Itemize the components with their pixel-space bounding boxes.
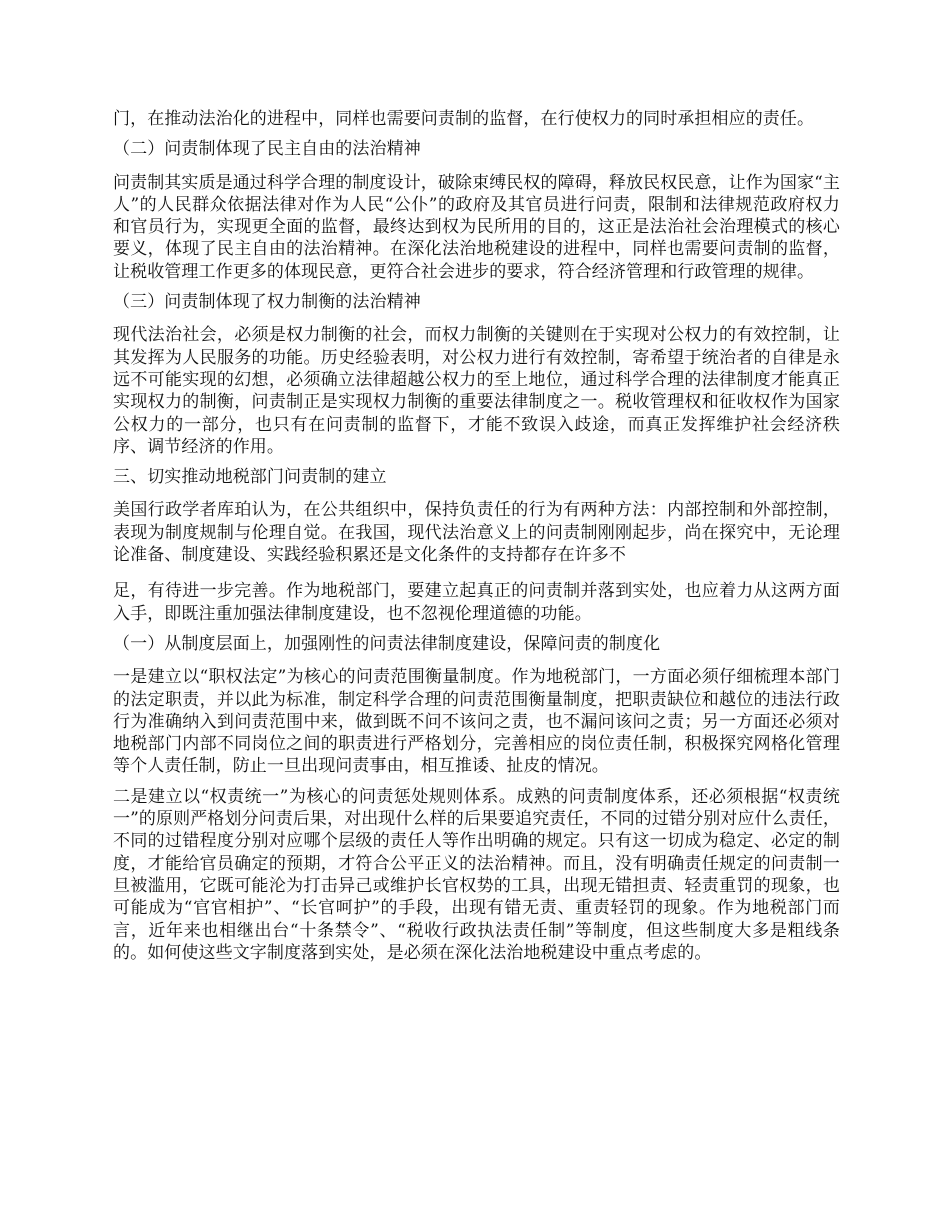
section-heading-establish-accountability: 三、切实推动地税部门问责制的建立 <box>113 467 387 488</box>
paragraph-democracy: 问责制其实质是通过科学合理的制度设计，破除束缚民权的障碍，释放民权民意，让作为国家“主人”的人民群众依据法律对作为人民“公仆”的政府及其官员进行问责，限制和法律规范政府权力和官员行为，实现更全面的监督，最终达到权为民所用的目的，这正是法治社会治理模式的核心要义，体现了民主自由的法治精神。在深化法治地税建设的进程中，同样也需要问责制的监督，让税收管理工作更多的体现民意，更符合社会进步的要求，符合经济管理和行政管理的规律。 <box>113 172 840 282</box>
section-heading-checks-balances: （三）问责制体现了权力制衡的法治精神 <box>113 292 421 313</box>
paragraph-cooper: 美国行政学者库珀认为，在公共组织中，保持负责任的行为有两种方法：内部控制和外部控制，表现为制度规制与伦理自觉。在我国，现代法治意义上的问责制刚刚起步，尚在探究中，无论理论准备、制度建设、实践经验积累还是文化条件的支持都存在许多不 <box>113 500 840 566</box>
document-page <box>113 108 840 972</box>
paragraph-checks-balances: 现代法治社会，必须是权力制衡的社会，而权力制衡的关键则在于实现对公权力的有效控制，让其发挥为人民服务的功能。历史经验表明，对公权力进行有效控制，寄希望于统治者的自律是永远不可能实现的幻想，必须确立法律超越公权力的至上地位，通过科学合理的法律制度才能真正实现权力的制衡，问责制正是实现权力制衡的重要法律制度之一。税收管理权和征收权作为国家公权力的一部分，也只有在问责制的监督下，才能不致误入歧途，而真正发挥维护社会经济秩序、调节经济的作用。 <box>113 325 840 457</box>
section-heading-institutional: （一）从制度层面上，加强刚性的问责法律制度建设，保障问责的制度化 <box>113 633 661 654</box>
paragraph-improvement: 足，有待进一步完善。作为地税部门，要建立起真正的问责制并落到实处，也应着力从这两方面入手，即既注重加强法律制度建设，也不忽视伦理道德的功能。 <box>113 581 840 624</box>
paragraph-continuation: 门，在推动法治化的进程中，同样也需要问责制的监督，在行使权力的同时承担相应的责任。 <box>113 109 815 129</box>
paragraph-power-responsibility: 二是建立以“权责统一”为核心的问责惩处规则体系。成熟的问责制度体系，还必须根据“权责统一”的原则严格划分问责后果，对出现什么样的后果要追究责任，不同的过错分别对应什么责任，不同的过错程度分别对应哪个层级的责任人等作出明确的规定。只有这一切成为稳定、必定的制度，才能给官员确定的预期，才符合公平正义的法治精神。而且，没有明确责任规定的问责制一旦被滥用，它既可能沦为打击异己或维护长官权势的工具，出现无错担责、轻责重罚的现象，也可能成为“官官相护”、“长官呵护”的手段，出现有错无责、重责轻罚的现象。作为地税部门而言，近年来也相继出台“十条禁令”、“税收行政执法责任制”等制度，但这些制度大多是粗线条的。如何使这些文字制度落到实处，是必须在深化法治地税建设中重点考虑的。 <box>113 786 840 963</box>
paragraph-statutory-powers: 一是建立以“职权法定”为核心的问责范围衡量制度。作为地税部门，一方面必须仔细梳理本部门的法定职责，并以此为标准，制定科学合理的问责范围衡量制度，把职责缺位和越位的违法行政行为准确纳入到问责范围中来，做到既不问不该问之责，也不漏问该问之责；另一方面还必须对地税部门内部不同岗位之间的职责进行严格划分，完善相应的岗位责任制，积极探究网格化管理等个人责任制，防止一旦出现问责事由，相互推诿、扯皮的情况。 <box>113 667 840 777</box>
section-heading-democracy: （二）问责制体现了民主自由的法治精神 <box>113 139 421 160</box>
